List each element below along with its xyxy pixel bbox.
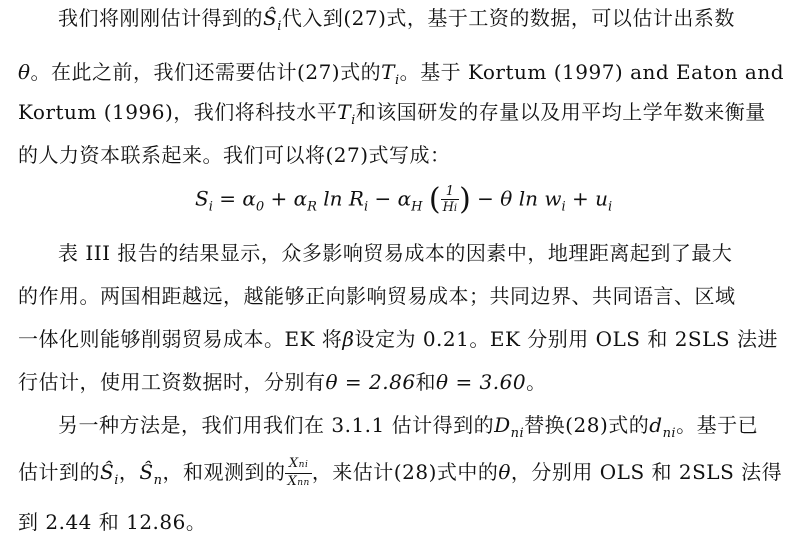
fraction bbox=[441, 184, 460, 216]
subscript: ni bbox=[298, 460, 309, 470]
subscript: i bbox=[351, 113, 356, 128]
text: Kortum (1996)，我们将科技水平 bbox=[18, 100, 338, 124]
p2-line-1: 表 III 报告的结果显示，众多影响贸易成本的因素中，地理距离起到了最大 bbox=[58, 241, 733, 265]
subscript: i bbox=[607, 199, 613, 215]
p2-line-2: 的作用。两国相距越远，越能够正向影响贸易成本；共同边界、共同语言、区域 bbox=[18, 284, 736, 308]
text: ，分别用 OLS 和 2SLS 法得 bbox=[510, 460, 783, 484]
fraction-denominator bbox=[285, 474, 311, 491]
p3-line-2 bbox=[18, 456, 782, 495]
text: 。在此之前，我们还需要估计(27)式的 bbox=[30, 60, 382, 84]
subscript: H bbox=[411, 199, 423, 215]
eq-part: − θ ln w bbox=[470, 186, 562, 211]
subscript: ni bbox=[510, 426, 525, 441]
subscript: R bbox=[307, 199, 317, 215]
text: ，来估计(28)式中的 bbox=[311, 460, 499, 484]
text: ， bbox=[118, 460, 140, 484]
subscript: i bbox=[561, 199, 566, 215]
subscript: n bbox=[153, 473, 163, 488]
subscript: i bbox=[277, 19, 282, 34]
s-hat-symbol: Ŝ bbox=[139, 460, 154, 484]
text: 我们将刚刚估计得到的 bbox=[58, 6, 263, 30]
p1-line-3 bbox=[18, 98, 766, 135]
equation bbox=[195, 184, 612, 216]
eq-part: + u bbox=[565, 186, 608, 211]
subscript: i bbox=[453, 203, 458, 214]
text: 替换(28)式的 bbox=[524, 413, 650, 437]
subscript: ni bbox=[662, 426, 677, 441]
text: 一体化则能够削弱贸易成本。EK 将 bbox=[18, 327, 343, 351]
left-paren: ( bbox=[428, 182, 441, 217]
eq-part: = α bbox=[212, 186, 256, 211]
text: 设定为 0.21。EK 分别用 OLS 和 2SLS 法进 bbox=[354, 327, 778, 351]
text: 代入到(27)式，基于工资的数据，可以估计出系数 bbox=[281, 6, 735, 30]
t-symbol: T bbox=[337, 100, 352, 124]
eq-part: − α bbox=[368, 186, 412, 211]
eq-lhs: S bbox=[195, 186, 209, 211]
text: 和 bbox=[415, 370, 437, 394]
text: 估计到的 bbox=[18, 460, 100, 484]
theta-equation: θ = 2.86 bbox=[325, 370, 416, 394]
d-symbol: d bbox=[649, 413, 663, 437]
p1-line-4: 的人力资本联系起来。我们可以将(27)式写成： bbox=[18, 143, 451, 167]
text: 。基于 Kortum (1997) and Eaton and bbox=[399, 60, 785, 84]
d-symbol: D bbox=[494, 413, 511, 437]
text: ，和观测到的 bbox=[162, 460, 286, 484]
subscript: nn bbox=[297, 478, 310, 488]
p1-line-2 bbox=[18, 58, 784, 95]
p1-line-1 bbox=[58, 4, 735, 41]
s-hat-symbol: Ŝ bbox=[263, 6, 278, 30]
subscript: i bbox=[363, 199, 369, 215]
fraction-numerator: 1 bbox=[441, 184, 460, 200]
text: 。 bbox=[526, 370, 547, 394]
theta-symbol: θ bbox=[18, 60, 31, 84]
num-text: X bbox=[288, 456, 299, 471]
p2-line-4 bbox=[18, 368, 547, 396]
right-paren: ) bbox=[459, 182, 471, 217]
fraction-numerator bbox=[285, 456, 311, 474]
p3-line-1 bbox=[58, 411, 758, 448]
text: 行估计，使用工资数据时，分别有 bbox=[18, 370, 326, 394]
s-hat-symbol: Ŝ bbox=[100, 460, 115, 484]
den-text: X bbox=[287, 474, 298, 489]
subscript: i bbox=[114, 473, 119, 488]
text: 。基于已 bbox=[676, 413, 759, 437]
fraction-denominator bbox=[441, 200, 460, 216]
subscript: 0 bbox=[255, 199, 265, 215]
p2-line-3 bbox=[18, 325, 778, 353]
p3-line-3: 到 2.44 和 12.86。 bbox=[18, 510, 207, 534]
t-symbol: T bbox=[381, 60, 395, 84]
subscript: i bbox=[394, 73, 400, 88]
theta-symbol: θ bbox=[498, 460, 511, 484]
eq-part: + α bbox=[264, 186, 308, 211]
theta-equation: θ = 3.60 bbox=[436, 370, 527, 394]
eq-part: ln R bbox=[316, 186, 364, 211]
text: 和该国研发的存量以及用平均上学年数来衡量 bbox=[355, 100, 766, 124]
fraction bbox=[285, 456, 311, 491]
subscript: i bbox=[208, 199, 213, 215]
den-text: H bbox=[442, 200, 454, 215]
beta-symbol: β bbox=[342, 327, 355, 351]
text: 另一种方法是，我们用我们在 3.1.1 估计得到的 bbox=[58, 413, 495, 437]
